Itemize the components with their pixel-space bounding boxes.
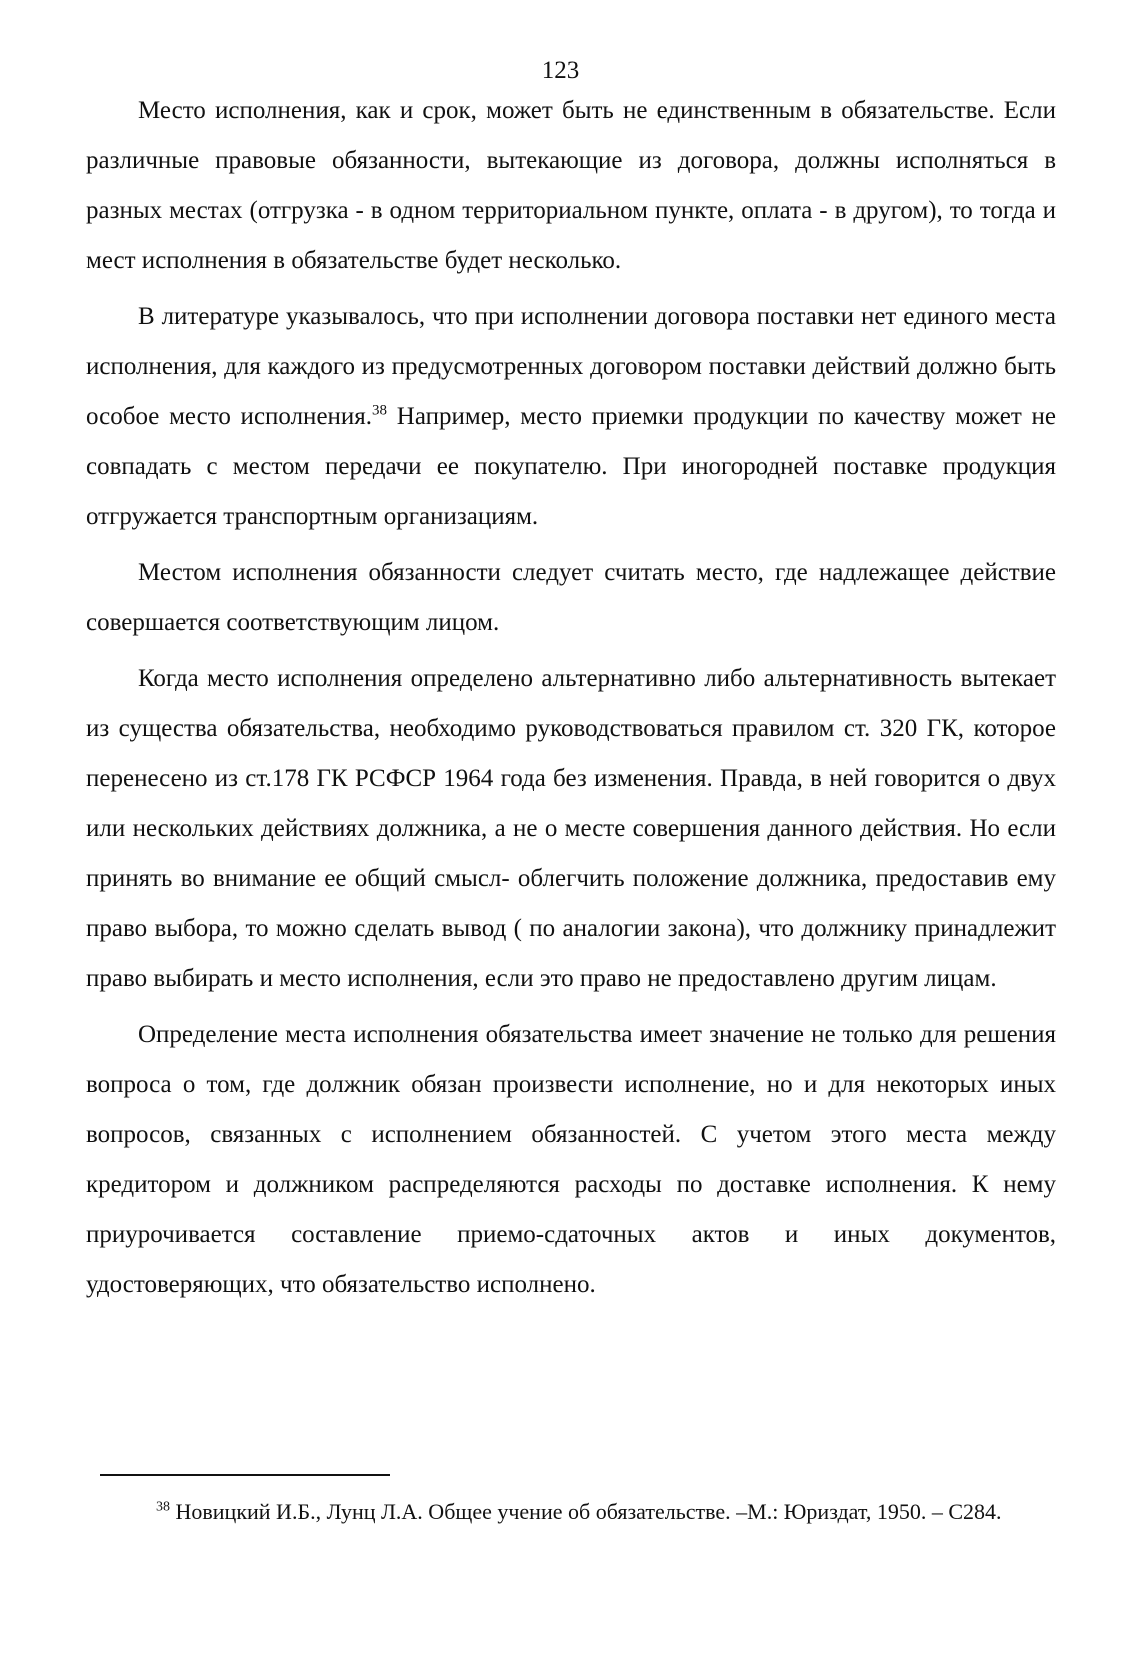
paragraph-2 xyxy=(86,292,1056,542)
paragraph-4: Когда место исполнения определено альтернативно либо альтернативность вытекает из существа обязательства, необходимо руководствоваться правилом ст. 320 ГК, которое перенесено из ст.178 ГК РСФСР 1964 года без изменения. Правда, в ней говорится о двух или нескольких действиях должника, а не о месте совершения данного действия. Но если принять во внимание ее общий смысл- облегчить положение должника, предоставив ему право выбора, то можно сделать вывод ( по аналогии закона), что должнику принадлежит право выбирать и место исполнения, если это право не предоставлено другим лицам. xyxy=(86,665,1056,992)
paragraph-5: Определение места исполнения обязательства имеет значение не только для решения вопроса о том, где должник обязан произвести исполнение, но и для некоторых иных вопросов, связанных с исполнением обязанностей. С учетом этого места между кредитором и должником распределяются расходы по доставке исполнения. К нему приурочивается составление приемо-сдаточных актов и иных документов, удостоверяющих, что обязательство исполнено. xyxy=(86,1021,1056,1298)
footnote-text: Новицкий И.Б., Лунц Л.А. Общее учение об обязательстве. –М.: Юриздат, 1950. – С284. xyxy=(170,1499,1002,1524)
footnote xyxy=(86,1492,1056,1532)
footnote-number: 38 xyxy=(156,1499,170,1515)
footnote-reference[interactable]: 38 xyxy=(372,402,388,419)
footnote-divider xyxy=(100,1474,390,1476)
paragraph-3: Местом исполнения обязанности следует считать место, где надлежащее действие совершается соответствующим лицом. xyxy=(86,559,1056,636)
paragraph-2-text-before: В литературе указывалось, что при исполнении договора поставки нет единого места исполнения, для каждого из предусмотренных договором поставки действий должно быть особое место исполнения. xyxy=(86,303,1056,430)
paragraph-2-text-after: Например, место приемки продукции по качеству может не совпадать с местом передачи ее покупателю. При иногородней поставке продукция отгружается транспортным организациям. xyxy=(86,403,1056,530)
paragraph-1: Место исполнения, как и срок, может быть не единственным в обязательстве. Если различные правовые обязанности, вытекающие из договора, должны исполняться в разных местах (отгрузка - в одном территориальном пункте, оплата - в другом), то тогда и мест исполнения в обязательстве будет несколько. xyxy=(86,97,1056,274)
page-number: 123 xyxy=(541,57,580,84)
body-text xyxy=(86,86,1056,1310)
